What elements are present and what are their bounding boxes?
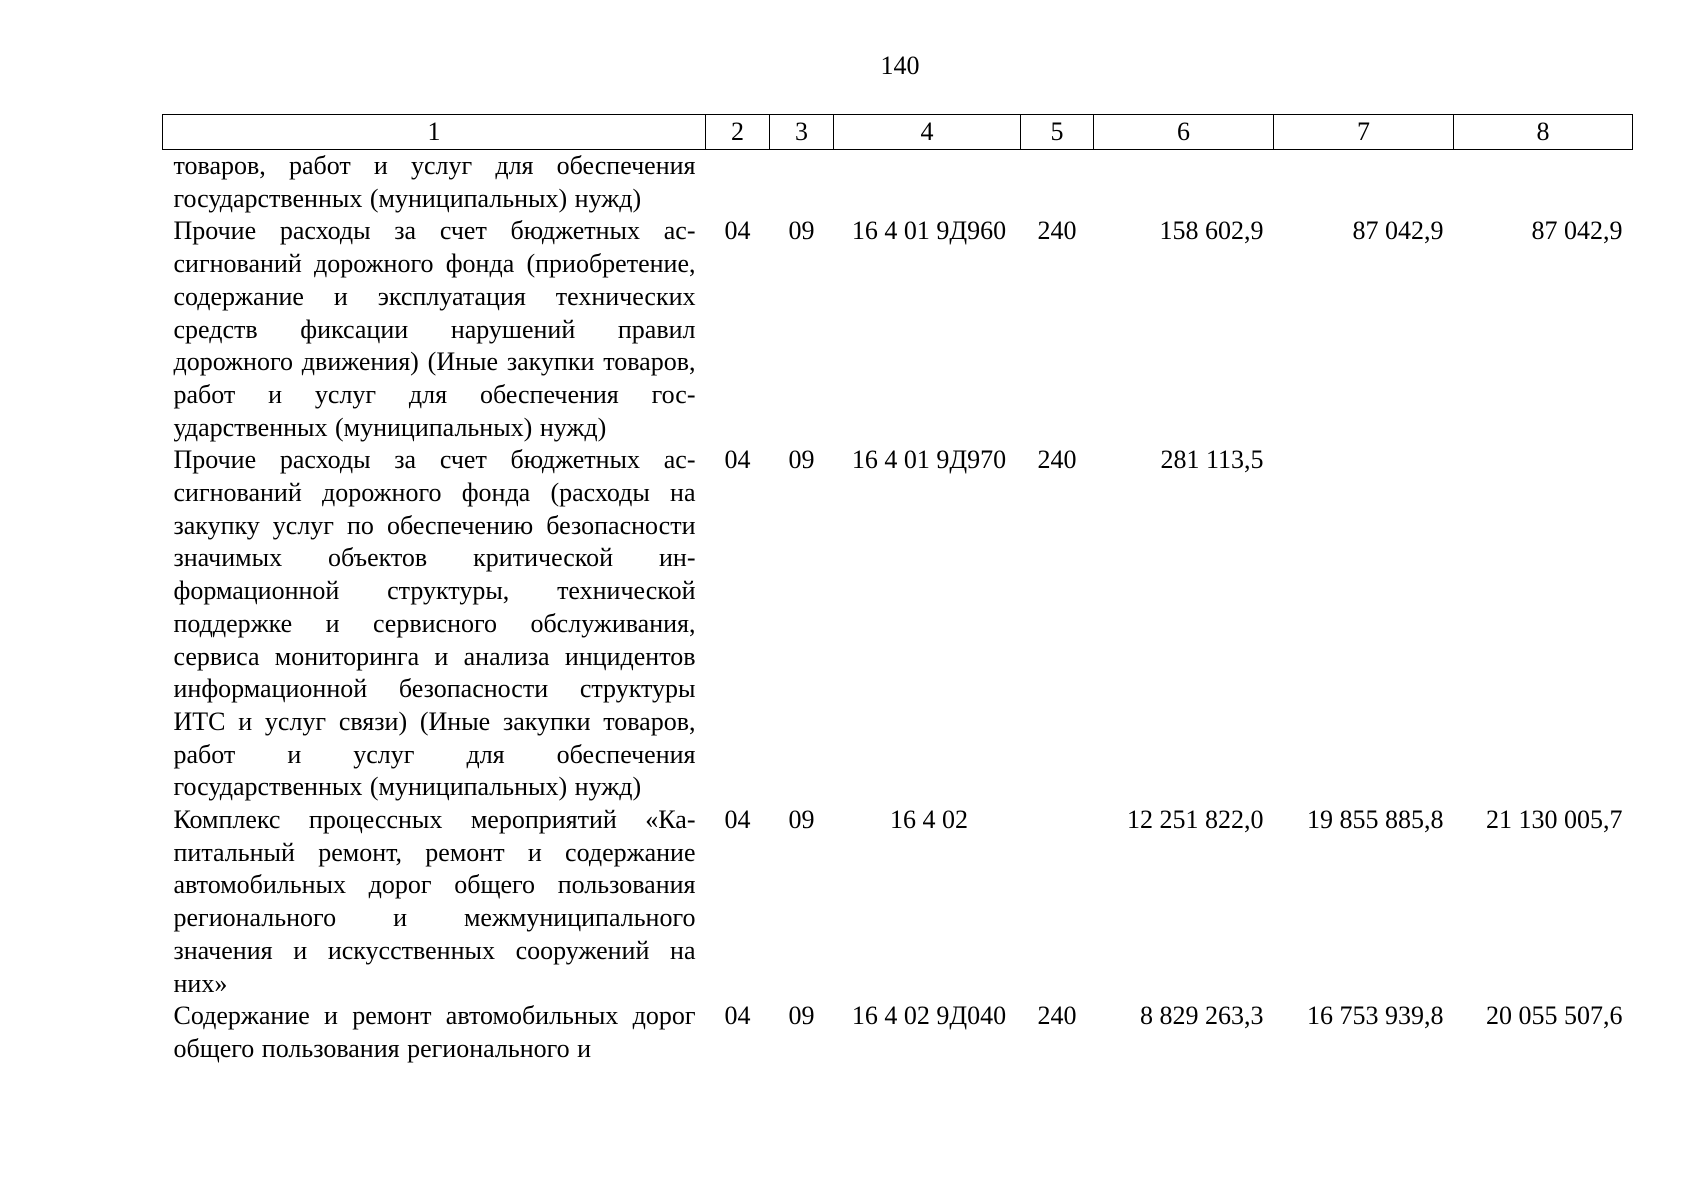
expense-type-cell: 240 (1037, 216, 1077, 246)
target-article-cell: 16 4 01 9Д960 (851, 216, 1007, 246)
column-header: 2 (706, 115, 770, 150)
section-code-cell (706, 150, 770, 216)
target-article-cell: 16 4 01 9Д970 (851, 445, 1007, 475)
row-name-cell: Комплекс процессных мероприятий «Капитальный ремонт, ремонт и содержание автомобильных дорог общего пользования регионального и межмуниципального значения и искусственных сооружений на них» (173, 805, 696, 998)
table-header-row (163, 115, 1633, 150)
target-article-cell (834, 150, 1021, 216)
amount-cell-col6 (1094, 150, 1274, 216)
target-article-cell: 16 4 02 (890, 805, 968, 835)
amount-cell-col8: 87 042,9 (1531, 216, 1623, 246)
amount-cell-col6: 158 602,9 (1159, 216, 1264, 246)
section-code-cell: 04 (724, 805, 751, 835)
subsection-code-cell: 09 (788, 1001, 815, 1031)
amount-cell-col8: 21 130 005,7 (1486, 805, 1623, 835)
amount-cell-col7: 19 855 885,8 (1307, 805, 1444, 835)
row-name-cell: Содержание и ремонт автомобильных дорог общего пользования регионального и (173, 1001, 696, 1063)
amount-cell-col8 (1454, 444, 1633, 804)
section-code-cell: 04 (724, 216, 751, 246)
table-row (163, 804, 1633, 1000)
table-row (163, 215, 1633, 444)
subsection-code-cell: 09 (788, 445, 815, 475)
table-row (163, 150, 1633, 216)
page-number: 140 (880, 51, 920, 80)
table-row (163, 444, 1633, 804)
budget-table (162, 114, 1633, 1066)
amount-cell-col6: 8 829 263,3 (1140, 1001, 1264, 1031)
target-article-cell: 16 4 02 9Д040 (851, 1001, 1007, 1031)
section-code-cell: 04 (724, 1001, 751, 1031)
subsection-code-cell: 09 (788, 216, 815, 246)
expense-type-cell (1021, 150, 1094, 216)
section-code-cell: 04 (724, 445, 751, 475)
subsection-code-cell (770, 150, 834, 216)
amount-cell-col7 (1274, 444, 1454, 804)
column-header: 7 (1274, 115, 1454, 150)
amount-cell-col8 (1454, 150, 1633, 216)
amount-cell-col6: 12 251 822,0 (1127, 805, 1264, 835)
expense-type-cell (1021, 804, 1094, 1000)
amount-cell-col7: 16 753 939,8 (1307, 1001, 1444, 1031)
column-header: 6 (1094, 115, 1274, 150)
amount-cell-col7: 87 042,9 (1352, 216, 1444, 246)
column-header: 5 (1021, 115, 1094, 150)
amount-cell-col6: 281 113,5 (1160, 445, 1264, 475)
table-row (163, 1000, 1633, 1065)
column-header: 1 (163, 115, 706, 150)
subsection-code-cell: 09 (788, 805, 815, 835)
row-name-cell: Прочие расходы за счет бюджетных ассигнований дорожного фонда (расходы на закупку услуг по обеспечению безопасности значимых объектов критической информационной структуры, технической поддержке и сервисного обслуживания, сервиса мониторинга и анализа инцидентов информационной безопасности структуры ИТС и услуг связи) (Иные закупки товаров, работ и услуг для обеспечения государственных (муниципальных) нужд) (173, 445, 696, 802)
expense-type-cell: 240 (1037, 1001, 1077, 1031)
amount-cell-col7 (1274, 150, 1454, 216)
expense-type-cell: 240 (1037, 445, 1077, 475)
row-name-cell: товаров, работ и услуг для обеспечения государственных (муниципальных) нужд) (173, 151, 696, 213)
column-header: 3 (770, 115, 834, 150)
column-header: 4 (834, 115, 1021, 150)
column-header: 8 (1454, 115, 1633, 150)
row-name-cell: Прочие расходы за счет бюджетных ассигнований дорожного фонда (приобретение, содержание и эксплуатация технических средств фиксации нарушений правил дорожного движения) (Иные закупки товаров, работ и услуг для обеспечения государственных (муниципальных) нужд) (173, 216, 696, 442)
amount-cell-col8: 20 055 507,6 (1486, 1001, 1623, 1031)
